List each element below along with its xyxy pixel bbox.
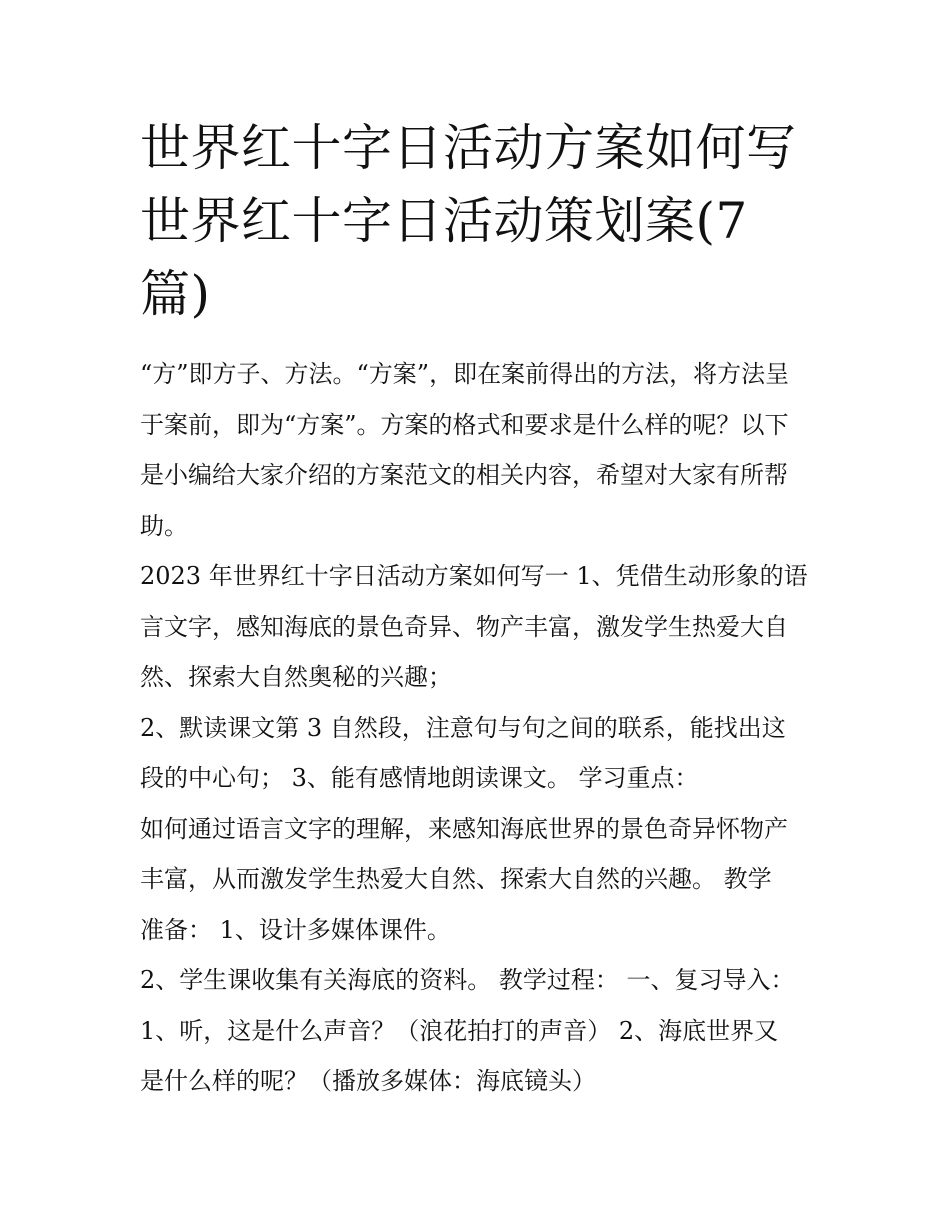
text-line: 是小编给大家介绍的方案范文的相关内容，希望对大家有所帮 [140,461,788,489]
text-line: 2、学生课收集有关海底的资料。 教学过程： 一、复习导入： [140,966,795,994]
text-line: 于案前，即为“方案”。方案的格式和要求是什么样的呢？以下 [140,410,789,439]
text-line: 1、听，这是什么声音？（浪花拍打的声音） 2、海底世界又 [140,1016,779,1045]
title-line: 篇) [140,265,211,323]
text-line: 准备： 1、设计多媒体课件。 [140,915,451,944]
text-line: 2、默读课文第 3 自然段，注意句与句之间的联系，能找出这 [140,713,786,742]
goals-paragraph [140,551,820,703]
text-line: 言文字，感知海底的景色奇异、物产丰富，激发学生热爱大自 [140,612,788,641]
process-paragraph [140,955,820,1107]
text-line: 丰富，从而激发学生热爱大自然、探索大自然的兴趣。 教学 [140,865,772,893]
text-line: 是什么样的呢？（播放多媒体：海底镜头） [140,1067,596,1095]
title-line: 世界红十字日活动方案如何写 [140,119,797,177]
document-page [140,112,820,1107]
text-line: 然、探索大自然奥秘的兴趣； [140,663,452,691]
goals-paragraph-2 [140,703,820,804]
text-line: 如何通过语言文字的理解，来感知海底世界的景色奇异怀物产 [140,814,788,843]
document-title [140,112,820,331]
text-line: 助。 [140,511,188,540]
focus-paragraph [140,804,820,956]
text-line: “方”即方子、方法。“方案”，即在案前得出的方法，将方法呈 [140,360,790,388]
text-line: 段的中心句； 3、能有感情地朗读课文。 学习重点： [140,764,699,792]
text-line: 2023 年世界红十字日活动方案如何写一 1、凭借生动形象的语 [140,562,808,590]
intro-paragraph [140,349,820,551]
document-body [140,349,820,1107]
title-line: 世界红十字日活动策划案(7 [140,192,748,250]
